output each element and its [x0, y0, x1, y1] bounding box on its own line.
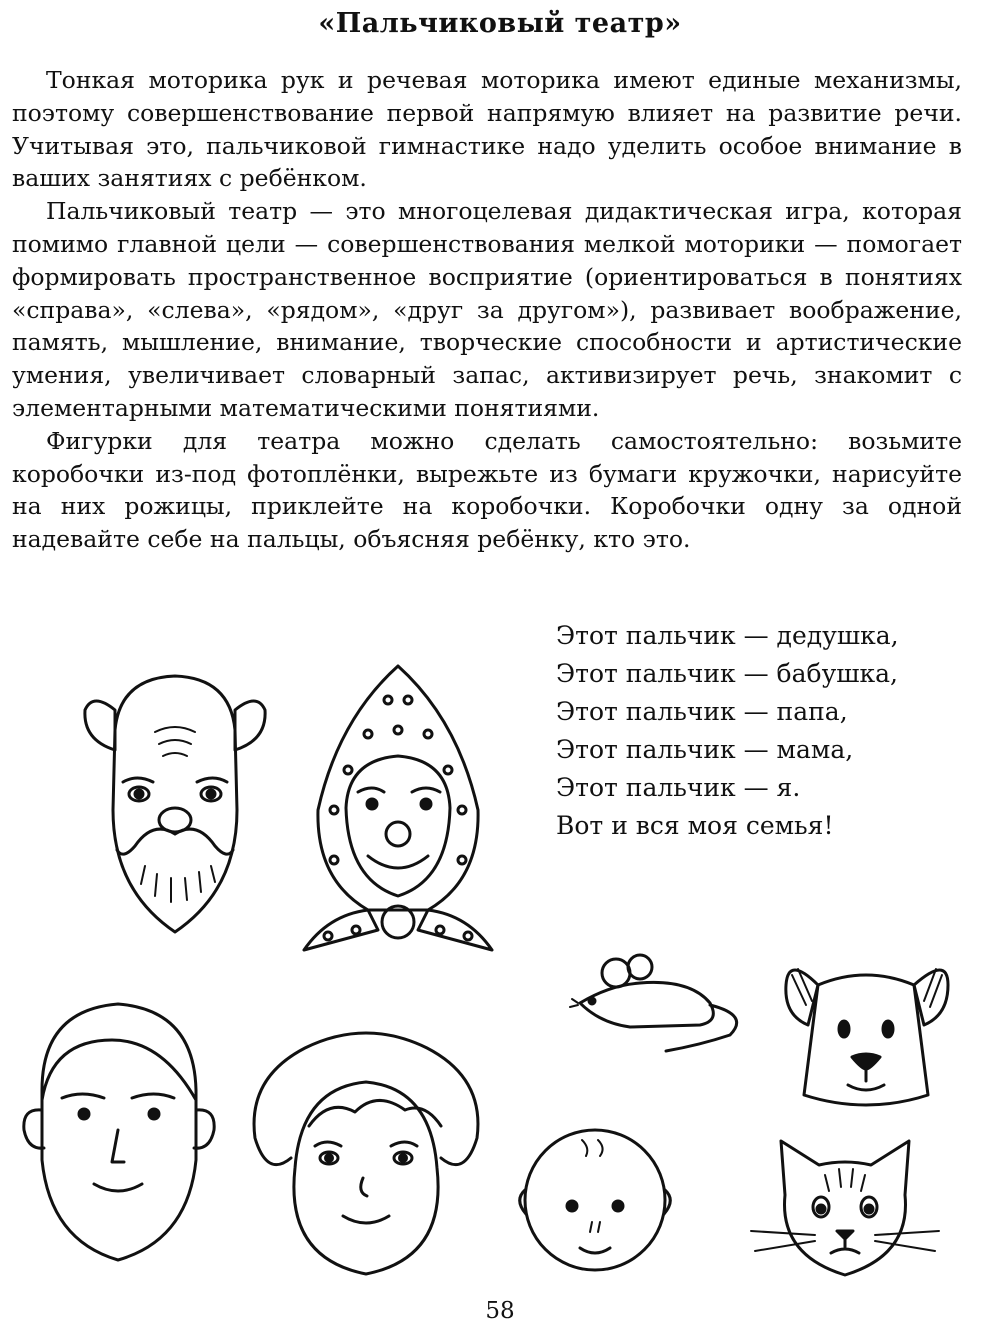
- poem-line-3: Этот пальчик — папа,: [556, 697, 848, 726]
- page-title: «Пальчиковый театр»: [318, 8, 682, 39]
- paragraph-3: Фигурки для театра можно сделать самостоятельно: возьмите коробочки из-под фотоплёнки, вырежьте из бумаги кружочки, нарисуйте на них рожицы, приклейте на коробочки. Коробочки одну за одной надевайте себе на пальцы, объясняя ребёнку, кто это.: [12, 426, 962, 554]
- father-face-icon: [12, 990, 224, 1270]
- paragraph-2: Пальчиковый театр — это многоцелевая дидактическая игра, которая помимо главной цели — совершенствования мелкой моторики — помогает формировать пространственное восприятие (ориентироваться в понятиях «справа», «слева», «рядом», «друг за другом»), развивает воображение, память, мышление, внимание, творческие способности и артистические умения, увеличивает словарный запас, активизирует речь, знакомит с элементарными математическими понятиями.: [12, 197, 962, 422]
- grandfather-face-icon: [75, 670, 275, 940]
- poem-line-5: Этот пальчик — я.: [556, 773, 801, 802]
- poem-line-6: Вот и вся моя семья!: [556, 811, 834, 840]
- grandmother-face-icon: [298, 660, 498, 960]
- poem-line-4: Этот пальчик — мама,: [556, 735, 854, 764]
- mouse-icon: [570, 945, 750, 1060]
- poem-line-1: Этот пальчик — дедушка,: [556, 621, 899, 650]
- nursery-rhyme: [556, 617, 976, 845]
- dog-face-icon: [778, 945, 954, 1115]
- paragraph-1: Тонкая моторика рук и речевая моторика имеют единые механизмы, поэтому совершенствование первой напрямую влияет на развитие речи. Учитывая это, пальчиковой гимнастике надо уделить особое внимание в ваших занятиях с ребёнком.: [12, 66, 962, 193]
- page-number: 58: [485, 1298, 515, 1324]
- article-body: [12, 64, 962, 556]
- cat-face-icon: [745, 1135, 945, 1280]
- poem-line-2: Этот пальчик — бабушка,: [556, 659, 898, 688]
- baby-face-icon: [520, 1120, 670, 1280]
- mother-face-icon: [245, 1018, 487, 1280]
